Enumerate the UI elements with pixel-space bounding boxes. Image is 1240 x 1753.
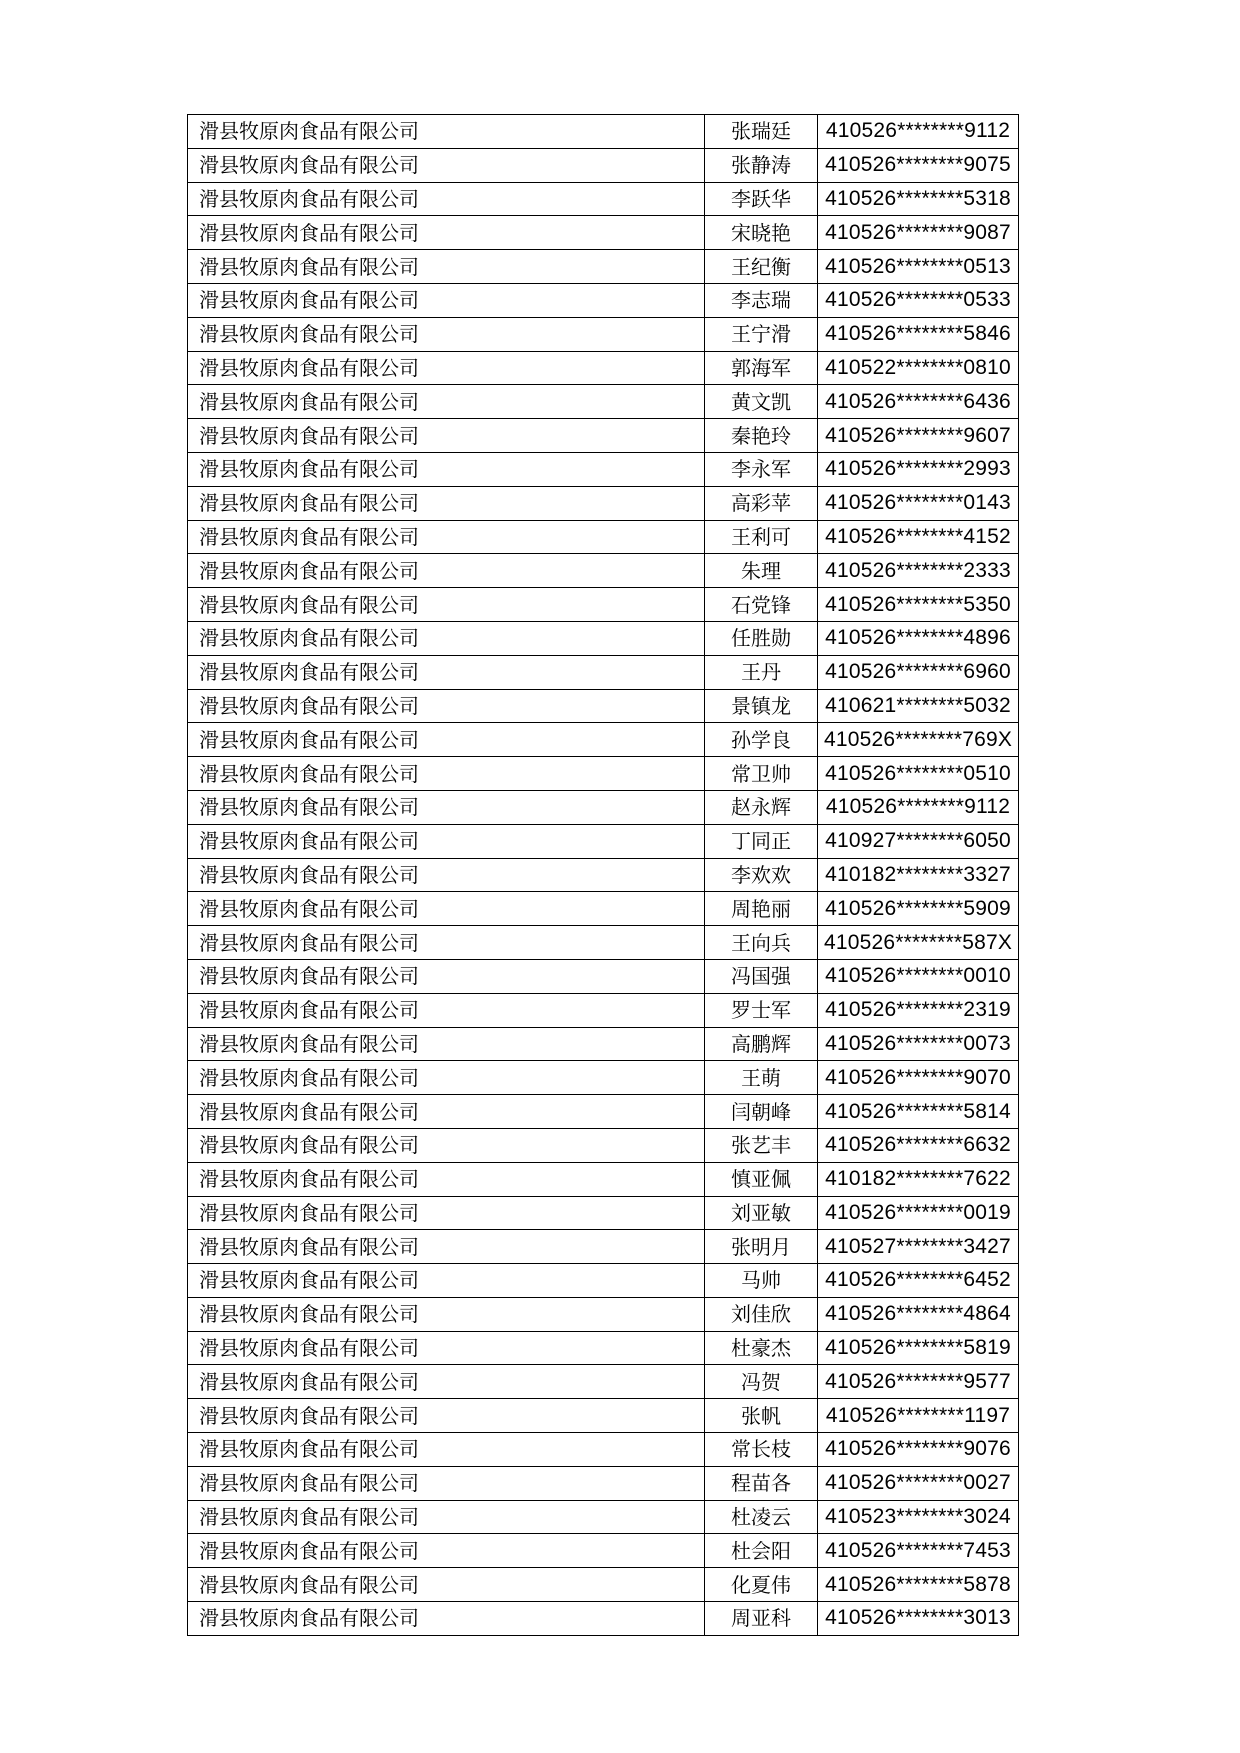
name-cell: 刘佳欣 [705, 1297, 818, 1331]
name-cell: 王丹 [705, 655, 818, 689]
name-cell: 任胜勋 [705, 621, 818, 655]
id-number-cell: 410526********4152 [818, 520, 1019, 554]
name-cell: 杜豪杰 [705, 1331, 818, 1365]
id-number-cell: 410526********5350 [818, 588, 1019, 622]
name-cell: 赵永辉 [705, 790, 818, 824]
table-row [188, 385, 1019, 419]
company-cell: 滑县牧原肉食品有限公司 [188, 723, 705, 757]
name-cell: 王利可 [705, 520, 818, 554]
id-number-cell: 410526********7453 [818, 1534, 1019, 1568]
table-row [188, 588, 1019, 622]
name-cell: 张艺丰 [705, 1128, 818, 1162]
table-row [188, 892, 1019, 926]
table-row [188, 1162, 1019, 1196]
company-cell: 滑县牧原肉食品有限公司 [188, 993, 705, 1027]
name-cell: 高鹏辉 [705, 1027, 818, 1061]
id-number-cell: 410526********769X [818, 723, 1019, 757]
name-cell: 黄文凯 [705, 385, 818, 419]
id-number-cell: 410527********3427 [818, 1230, 1019, 1264]
table-row [188, 1568, 1019, 1602]
company-cell: 滑县牧原肉食品有限公司 [188, 452, 705, 486]
company-cell: 滑县牧原肉食品有限公司 [188, 790, 705, 824]
table-row [188, 1534, 1019, 1568]
name-cell: 慎亚佩 [705, 1162, 818, 1196]
name-cell: 王向兵 [705, 926, 818, 960]
company-cell: 滑县牧原肉食品有限公司 [188, 182, 705, 216]
company-cell: 滑县牧原肉食品有限公司 [188, 1399, 705, 1433]
table-row [188, 1095, 1019, 1129]
company-cell: 滑县牧原肉食品有限公司 [188, 1433, 705, 1467]
company-cell: 滑县牧原肉食品有限公司 [188, 317, 705, 351]
id-number-cell: 410526********0027 [818, 1466, 1019, 1500]
table-row [188, 250, 1019, 284]
table-row [188, 790, 1019, 824]
id-number-cell: 410526********4896 [818, 621, 1019, 655]
id-number-cell: 410526********2319 [818, 993, 1019, 1027]
company-cell: 滑县牧原肉食品有限公司 [188, 115, 705, 149]
company-cell: 滑县牧原肉食品有限公司 [188, 554, 705, 588]
table-row [188, 1128, 1019, 1162]
table-row [188, 689, 1019, 723]
name-cell: 罗士军 [705, 993, 818, 1027]
name-cell: 杜会阳 [705, 1534, 818, 1568]
id-number-cell: 410526********6960 [818, 655, 1019, 689]
id-number-cell: 410526********5318 [818, 182, 1019, 216]
table-row [188, 351, 1019, 385]
company-cell: 滑县牧原肉食品有限公司 [188, 1196, 705, 1230]
company-cell: 滑县牧原肉食品有限公司 [188, 1027, 705, 1061]
name-cell: 李志瑞 [705, 283, 818, 317]
company-cell: 滑县牧原肉食品有限公司 [188, 689, 705, 723]
table-row [188, 520, 1019, 554]
table-row [188, 1230, 1019, 1264]
name-cell: 冯贺 [705, 1365, 818, 1399]
id-number-cell: 410526********0510 [818, 757, 1019, 791]
table-row [188, 723, 1019, 757]
name-cell: 王纪衡 [705, 250, 818, 284]
table-row [188, 486, 1019, 520]
table-row [188, 148, 1019, 182]
table-row [188, 1196, 1019, 1230]
table-row [188, 182, 1019, 216]
name-cell: 杜凌云 [705, 1500, 818, 1534]
name-cell: 张明月 [705, 1230, 818, 1264]
table-row [188, 655, 1019, 689]
id-number-cell: 410526********5814 [818, 1095, 1019, 1129]
id-number-cell: 410526********1197 [818, 1399, 1019, 1433]
table-row [188, 1061, 1019, 1095]
company-cell: 滑县牧原肉食品有限公司 [188, 1297, 705, 1331]
id-number-cell: 410523********3024 [818, 1500, 1019, 1534]
name-cell: 冯国强 [705, 959, 818, 993]
table-row [188, 757, 1019, 791]
name-cell: 石党锋 [705, 588, 818, 622]
table-row [188, 1027, 1019, 1061]
table-row [188, 993, 1019, 1027]
name-cell: 宋晓艳 [705, 216, 818, 250]
table-row [188, 621, 1019, 655]
name-cell: 周亚科 [705, 1602, 818, 1636]
id-number-cell: 410526********2333 [818, 554, 1019, 588]
company-cell: 滑县牧原肉食品有限公司 [188, 655, 705, 689]
id-number-cell: 410621********5032 [818, 689, 1019, 723]
table-row [188, 1297, 1019, 1331]
table-row [188, 1466, 1019, 1500]
id-number-cell: 410526********6632 [818, 1128, 1019, 1162]
company-cell: 滑县牧原肉食品有限公司 [188, 486, 705, 520]
id-number-cell: 410526********0143 [818, 486, 1019, 520]
name-cell: 秦艳玲 [705, 419, 818, 453]
table-row [188, 317, 1019, 351]
id-number-cell: 410526********5846 [818, 317, 1019, 351]
roster-table [187, 114, 1019, 1636]
id-number-cell: 410182********7622 [818, 1162, 1019, 1196]
name-cell: 高彩苹 [705, 486, 818, 520]
id-number-cell: 410526********9075 [818, 148, 1019, 182]
id-number-cell: 410526********4864 [818, 1297, 1019, 1331]
company-cell: 滑县牧原肉食品有限公司 [188, 1128, 705, 1162]
table-row [188, 959, 1019, 993]
name-cell: 朱理 [705, 554, 818, 588]
name-cell: 李欢欢 [705, 858, 818, 892]
id-number-cell: 410927********6050 [818, 824, 1019, 858]
company-cell: 滑县牧原肉食品有限公司 [188, 148, 705, 182]
name-cell: 常卫帅 [705, 757, 818, 791]
name-cell: 周艳丽 [705, 892, 818, 926]
name-cell: 马帅 [705, 1264, 818, 1298]
company-cell: 滑县牧原肉食品有限公司 [188, 1162, 705, 1196]
id-number-cell: 410526********9577 [818, 1365, 1019, 1399]
company-cell: 滑县牧原肉食品有限公司 [188, 926, 705, 960]
table-row [188, 283, 1019, 317]
name-cell: 王宁滑 [705, 317, 818, 351]
company-cell: 滑县牧原肉食品有限公司 [188, 621, 705, 655]
company-cell: 滑县牧原肉食品有限公司 [188, 1466, 705, 1500]
id-number-cell: 410526********2993 [818, 452, 1019, 486]
company-cell: 滑县牧原肉食品有限公司 [188, 824, 705, 858]
company-cell: 滑县牧原肉食品有限公司 [188, 283, 705, 317]
company-cell: 滑县牧原肉食品有限公司 [188, 858, 705, 892]
company-cell: 滑县牧原肉食品有限公司 [188, 1264, 705, 1298]
table-row [188, 824, 1019, 858]
id-number-cell: 410526********0019 [818, 1196, 1019, 1230]
table-row [188, 1365, 1019, 1399]
table-row [188, 1399, 1019, 1433]
id-number-cell: 410526********0513 [818, 250, 1019, 284]
id-number-cell: 410526********0010 [818, 959, 1019, 993]
id-number-cell: 410526********9076 [818, 1433, 1019, 1467]
table-row [188, 858, 1019, 892]
name-cell: 孙学良 [705, 723, 818, 757]
id-number-cell: 410526********3013 [818, 1602, 1019, 1636]
company-cell: 滑县牧原肉食品有限公司 [188, 419, 705, 453]
company-cell: 滑县牧原肉食品有限公司 [188, 250, 705, 284]
name-cell: 张静涛 [705, 148, 818, 182]
company-cell: 滑县牧原肉食品有限公司 [188, 1230, 705, 1264]
id-number-cell: 410526********587X [818, 926, 1019, 960]
name-cell: 张帆 [705, 1399, 818, 1433]
name-cell: 郭海军 [705, 351, 818, 385]
id-number-cell: 410526********9607 [818, 419, 1019, 453]
name-cell: 李永军 [705, 452, 818, 486]
table-row [188, 452, 1019, 486]
name-cell: 李跃华 [705, 182, 818, 216]
company-cell: 滑县牧原肉食品有限公司 [188, 520, 705, 554]
name-cell: 景镇龙 [705, 689, 818, 723]
name-cell: 丁同正 [705, 824, 818, 858]
company-cell: 滑县牧原肉食品有限公司 [188, 1534, 705, 1568]
id-number-cell: 410526********6436 [818, 385, 1019, 419]
name-cell: 闫朝峰 [705, 1095, 818, 1129]
name-cell: 常长枝 [705, 1433, 818, 1467]
company-cell: 滑县牧原肉食品有限公司 [188, 1568, 705, 1602]
id-number-cell: 410526********5878 [818, 1568, 1019, 1602]
name-cell: 化夏伟 [705, 1568, 818, 1602]
roster-body [188, 115, 1019, 1636]
name-cell: 刘亚敏 [705, 1196, 818, 1230]
name-cell: 张瑞廷 [705, 115, 818, 149]
table-row [188, 1500, 1019, 1534]
company-cell: 滑县牧原肉食品有限公司 [188, 351, 705, 385]
company-cell: 滑县牧原肉食品有限公司 [188, 1602, 705, 1636]
company-cell: 滑县牧原肉食品有限公司 [188, 1095, 705, 1129]
company-cell: 滑县牧原肉食品有限公司 [188, 588, 705, 622]
table-row [188, 1264, 1019, 1298]
company-cell: 滑县牧原肉食品有限公司 [188, 1331, 705, 1365]
id-number-cell: 410526********9112 [818, 790, 1019, 824]
table-row [188, 1331, 1019, 1365]
company-cell: 滑县牧原肉食品有限公司 [188, 1365, 705, 1399]
id-number-cell: 410526********9112 [818, 115, 1019, 149]
id-number-cell: 410526********9070 [818, 1061, 1019, 1095]
table-row [188, 1433, 1019, 1467]
table-row [188, 419, 1019, 453]
company-cell: 滑县牧原肉食品有限公司 [188, 216, 705, 250]
name-cell: 王萌 [705, 1061, 818, 1095]
table-row [188, 115, 1019, 149]
table-row [188, 1602, 1019, 1636]
table-row [188, 554, 1019, 588]
company-cell: 滑县牧原肉食品有限公司 [188, 1061, 705, 1095]
company-cell: 滑县牧原肉食品有限公司 [188, 1500, 705, 1534]
id-number-cell: 410526********5819 [818, 1331, 1019, 1365]
company-cell: 滑县牧原肉食品有限公司 [188, 757, 705, 791]
id-number-cell: 410526********5909 [818, 892, 1019, 926]
company-cell: 滑县牧原肉食品有限公司 [188, 385, 705, 419]
company-cell: 滑县牧原肉食品有限公司 [188, 959, 705, 993]
name-cell: 程苗各 [705, 1466, 818, 1500]
table-row [188, 216, 1019, 250]
id-number-cell: 410522********0810 [818, 351, 1019, 385]
id-number-cell: 410182********3327 [818, 858, 1019, 892]
id-number-cell: 410526********0533 [818, 283, 1019, 317]
table-row [188, 926, 1019, 960]
company-cell: 滑县牧原肉食品有限公司 [188, 892, 705, 926]
id-number-cell: 410526********0073 [818, 1027, 1019, 1061]
id-number-cell: 410526********6452 [818, 1264, 1019, 1298]
id-number-cell: 410526********9087 [818, 216, 1019, 250]
